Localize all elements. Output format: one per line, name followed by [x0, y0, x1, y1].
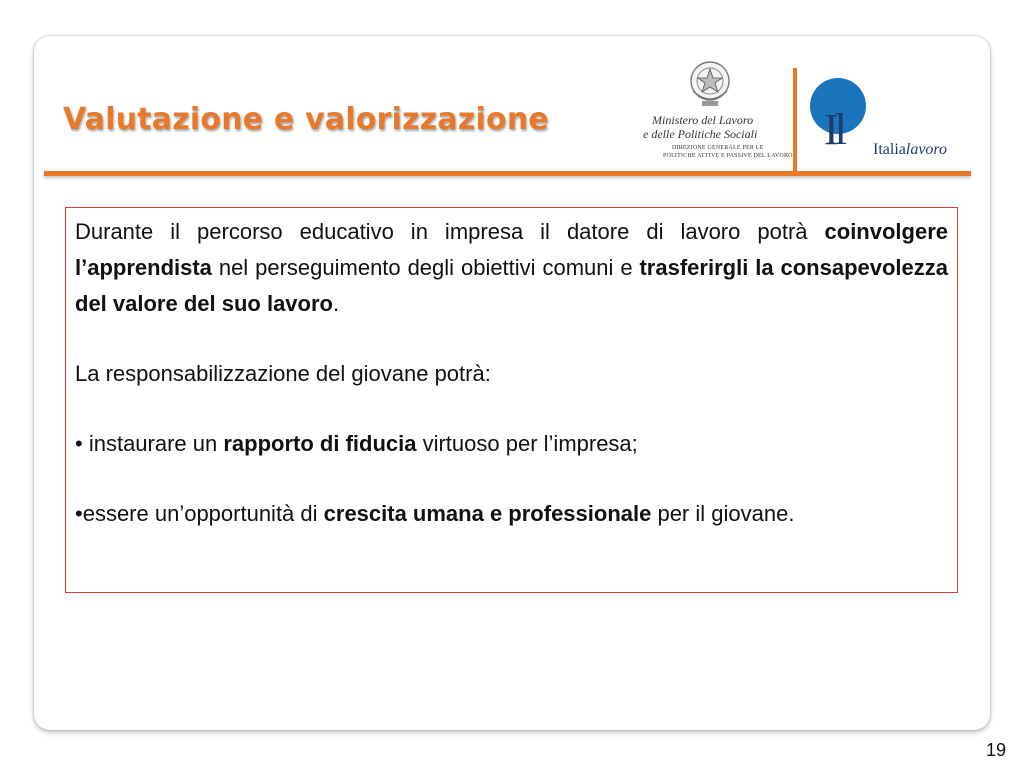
ministry-subtitle-line1: DIREZIONE GENERALE PER LE [672, 145, 764, 151]
ministry-name-line2: e delle Politiche Sociali [643, 127, 758, 141]
responsibility-paragraph: La responsabilizzazione del giovane potrà: [75, 361, 491, 386]
ministry-name-line1: Ministero del Lavoro [652, 113, 754, 127]
logo-mark: Il [824, 105, 843, 154]
logo-divider [793, 68, 797, 172]
italian-emblem-icon [687, 57, 733, 109]
intro-paragraph: Durante il percorso educativo in impresa il datore di lavoro potrà coinvolgere l’apprendista nel perseguimento degli obiettivi comuni e trasferirgli la consapevolezza del valore del suo lavoro. [75, 219, 948, 316]
ministry-subtitle-line2: POLITICHE ATTIVE E PASSIVE DEL LAVORO [663, 153, 793, 159]
bullet-item-1: • instaurare un rapporto di fiducia virtuoso per l’impresa; [75, 431, 638, 456]
italialavoro-logo [806, 78, 976, 168]
title-underline [44, 171, 971, 176]
bullet-item-2: •essere un’opportunità di crescita umana e professionale per il giovane. [75, 501, 795, 526]
ministry-logo [640, 55, 793, 167]
logo-wordmark: Italialavoro [873, 141, 948, 158]
slide-title: Valutazione e valorizzazione [63, 102, 549, 137]
content-text [75, 214, 948, 532]
page-number: 19 [986, 740, 1007, 760]
